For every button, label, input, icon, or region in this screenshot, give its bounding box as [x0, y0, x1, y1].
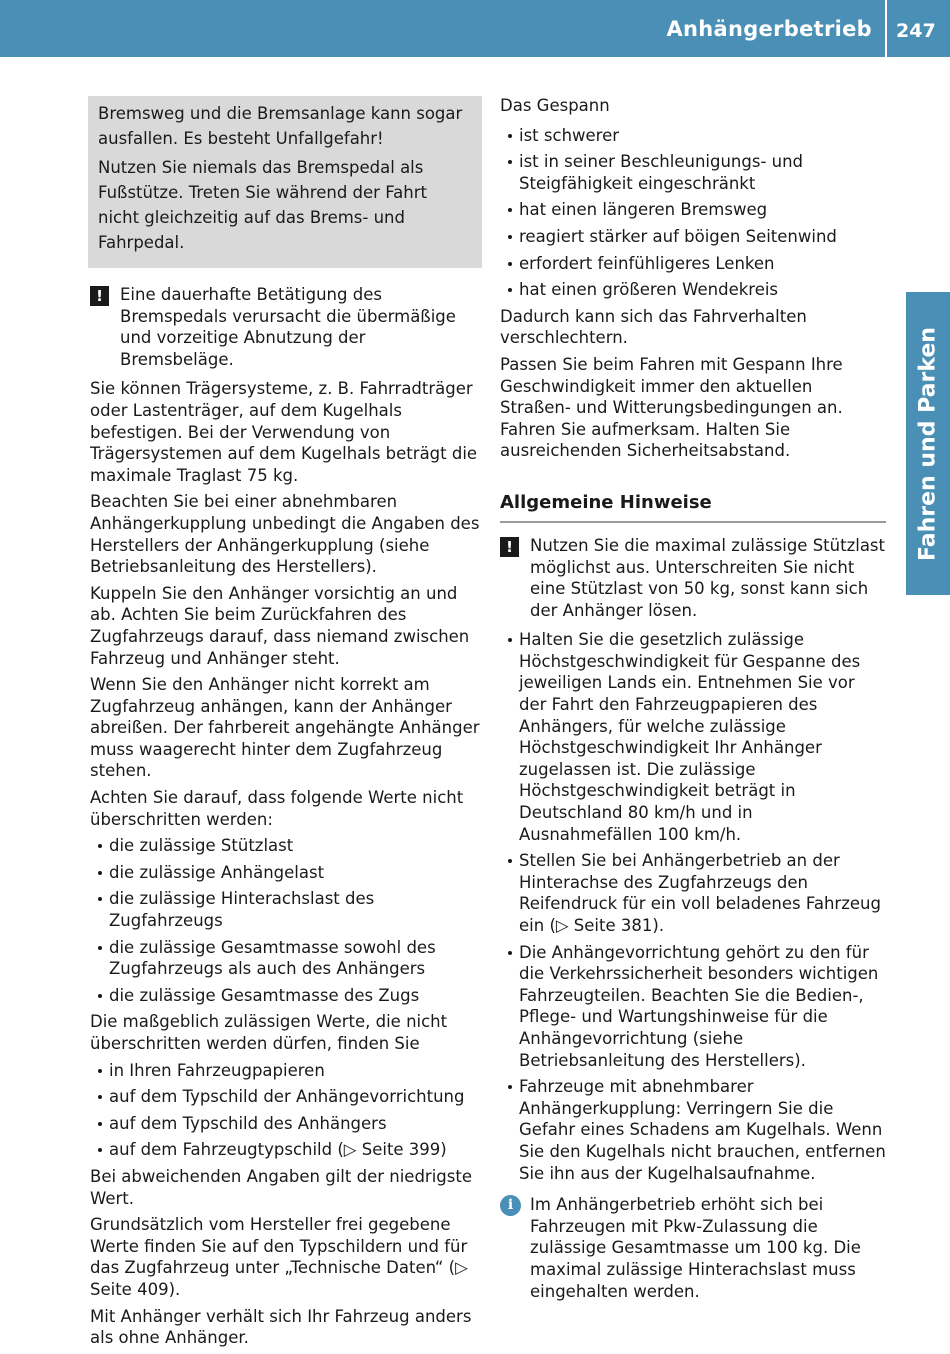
paragraph: Grundsätzlich vom Hersteller frei gegebene Werte finden Sie auf den Typschildern und für das Zugfahrzeug unter „Technische Daten“ (▷ Seite 409). [90, 1215, 468, 1299]
header-divider [885, 0, 887, 57]
exclamation-icon: ! [90, 286, 109, 306]
list-item: Die Anhängevorrichtung gehört zu den für die Verkehrssicherheit besonders wichtigen Fahrzeugteilen. Beachten Sie die Bedien-, Pflege- und Wartungshinweise für die Anhängevorrichtung (siehe Betriebsanleitung des Herstellers). [500, 942, 886, 1072]
side-tab-label: Fahren und Parken [915, 326, 941, 561]
note-load [500, 535, 886, 621]
paragraph: Kuppeln Sie den Anhänger vorsichtig an und ab. Achten Sie beim Zurückfahren des Zugfahrzeugs darauf, dass niemand zwischen Fahrzeug und Anhänger steht. [90, 583, 470, 668]
list-item: erfordert feinfühligeres Lenken [500, 253, 886, 275]
exclamation-icon: ! [500, 537, 519, 557]
list-item: hat einen größeren Wendekreis [500, 279, 886, 301]
info-icon: i [500, 1195, 521, 1216]
note-info [500, 1194, 886, 1302]
page-header [0, 0, 950, 57]
paragraph: Bei abweichenden Angaben gilt der niedrigste Wert. [90, 1166, 472, 1208]
combination-list [500, 125, 886, 301]
paragraph: Dadurch kann sich das Fahrverhalten verschlechtern. [500, 306, 807, 348]
paragraph: Sie können Trägersysteme, z. B. Fahrradträger oder Lastenträger, auf dem Kugelhals befestigen. Bei der Verwendung von Trägersystemen auf dem Kugelhals beträgt die maximale Traglast 75 kg. [90, 379, 478, 485]
list-item: hat einen längeren Bremsweg [500, 199, 886, 221]
list-item: ist in seiner Beschleunigungs- und Steigfähigkeit eingeschränkt [500, 151, 886, 194]
list-item: die zulässige Gesamtmasse des Zugs [90, 985, 480, 1007]
warning-text-1: Bremsweg und die Bremsanlage kann sogar ausfallen. Es besteht Unfallgefahr! [98, 104, 463, 148]
list-item: reagiert stärker auf böigen Seitenwind [500, 226, 886, 248]
right-column [500, 95, 886, 1310]
page-number: 247 [896, 20, 936, 42]
list-item: in Ihren Fahrzeugpapieren [90, 1060, 480, 1082]
section-side-tab [906, 292, 950, 595]
list-item: Stellen Sie bei Anhängerbetrieb an der Hinterachse des Zugfahrzeugs den Reifendruck für ein voll beladenes Fahrzeug ein (▷ Seite 381). [500, 850, 886, 936]
note-info-text: Im Anhängerbetrieb erhöht sich bei Fahrzeugen mit Pkw-Zulassung die zulässige Gesamtmasse um 100 kg. Die maximal zulässige Hinterachslast muss eingehalten werden. [530, 1195, 861, 1301]
list-item: Fahrzeuge mit abnehmbarer Anhängerkupplung: Verringern Sie die Gefahr eines Schadens am Kugelhals. Wenn Sie den Kugelhals nicht brauchen, entfernen Sie ihn aus der Kugelhalsaufnahme. [500, 1076, 886, 1184]
paragraph: Achten Sie darauf, dass folgende Werte nicht überschritten werden: [90, 788, 464, 829]
list-item: die zulässige Hinterachslast des Zugfahrzeugs [90, 888, 480, 931]
list-item: ist schwerer [500, 125, 886, 147]
list-item: die zulässige Stützlast [90, 835, 480, 857]
list-item: auf dem Typschild des Anhängers [90, 1113, 480, 1135]
paragraph: Das Gespann [500, 96, 610, 115]
paragraph: Wenn Sie den Anhänger nicht korrekt am Zugfahrzeug anhängen, kann der Anhänger abreißen. Der fahrbereit angehängte Anhänger muss waagerecht hinter dem Zugfahrzeug stehen. [90, 675, 480, 781]
note-load-text: Nutzen Sie die maximal zulässige Stützlast möglichst aus. Unterschreiten Sie nicht eine Stützlast von 50 kg, sonst kann sich der Anhänger lösen. [530, 535, 885, 620]
limits-list [90, 835, 480, 1006]
list-item: Halten Sie die gesetzlich zulässige Höchstgeschwindigkeit für Gespanne des jeweiligen Lands ein. Entnehmen Sie vor der Fahrt den Fahrzeugpapieren des Anhängers, für welche zulässige Höchstgeschwindigkeit Ihr Anhänger zugelassen ist. Die zulässige Höchstgeschwindigkeit beträgt in Deutschland 80 km/h und in Ausnahmefällen 100 km/h. [500, 629, 886, 845]
sources-list [90, 1060, 480, 1161]
list-item: auf dem Fahrzeugtypschild (▷ Seite 399) [90, 1139, 480, 1161]
paragraph: Beachten Sie bei einer abnehmbaren Anhängerkupplung unbedingt die Angaben des Herstellers der Anhängerkupplung (siehe Betriebsanleitung des Herstellers). [90, 492, 480, 577]
paragraph: Die maßgeblich zulässigen Werte, die nicht überschritten werden dürfen, finden Sie [90, 1012, 448, 1053]
list-item: auf dem Typschild der Anhängevorrichtung [90, 1086, 480, 1108]
chapter-title: Anhängerbetrieb [666, 17, 872, 41]
warning-box [88, 96, 482, 268]
paragraph: Mit Anhänger verhält sich Ihr Fahrzeug anders als ohne Anhänger. [90, 1306, 472, 1348]
general-notes-list [500, 629, 886, 1184]
left-column [90, 96, 480, 1354]
list-item: die zulässige Gesamtmasse sowohl des Zugfahrzeugs als auch des Anhängers [90, 937, 480, 980]
note-brake [90, 284, 480, 370]
warning-text-2: Nutzen Sie niemals das Bremspedal als Fußstütze. Treten Sie während der Fahrt nicht gleichzeitig auf das Brems- und Fahrpedal. [98, 158, 428, 252]
note-brake-text: Eine dauerhafte Betätigung des Bremspedals verursacht die übermäßige und vorzeitige Abnutzung der Bremsbeläge. [120, 285, 456, 369]
section-heading: Allgemeine Hinweise [500, 467, 886, 523]
list-item: die zulässige Anhängelast [90, 862, 480, 884]
paragraph: Passen Sie beim Fahren mit Gespann Ihre Geschwindigkeit immer den aktuellen Straßen- und Witterungsbedingungen an. Fahren Sie aufmerksam. Halten Sie ausreichenden Sicherheitsabstand. [500, 354, 843, 461]
